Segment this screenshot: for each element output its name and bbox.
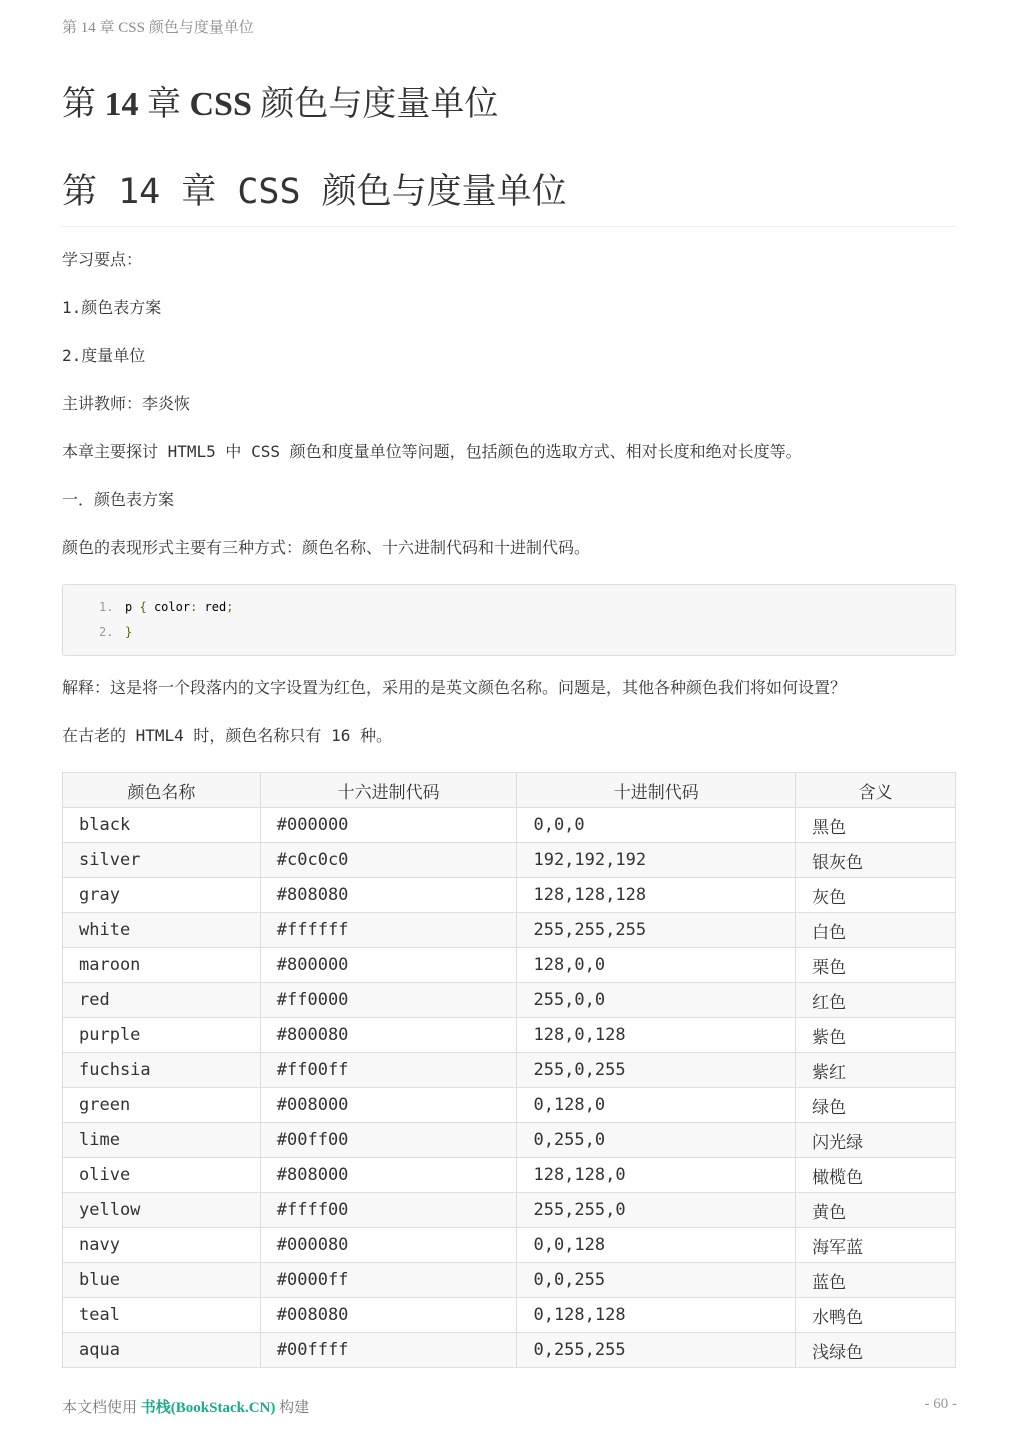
line-number: 1.	[99, 600, 114, 614]
code-property: color	[153, 600, 191, 614]
bookstack-link[interactable]: 书栈(BookStack.CN)	[140, 1400, 276, 1416]
table-row	[63, 1333, 956, 1368]
code-selector: p	[125, 600, 133, 614]
table-header-row	[63, 773, 956, 808]
code-brace-close: }	[125, 625, 133, 639]
table-cell: teal	[63, 1298, 261, 1333]
table-row	[63, 1088, 956, 1123]
table-cell: #c0c0c0	[260, 843, 517, 878]
table-row	[63, 843, 956, 878]
table-row	[63, 1158, 956, 1193]
code-colon: :	[190, 600, 198, 614]
table-row	[63, 1263, 956, 1298]
table-cell: 水鸭色	[796, 1298, 956, 1333]
table-cell: white	[63, 913, 261, 948]
table-cell: 黄色	[796, 1193, 956, 1228]
table-header-cell: 十进制代码	[517, 773, 796, 808]
table-cell: 0,255,0	[517, 1123, 796, 1158]
table-cell: 蓝色	[796, 1263, 956, 1298]
table-cell: 128,128,128	[517, 878, 796, 913]
table-cell: 橄榄色	[796, 1158, 956, 1193]
table-cell: 0,128,128	[517, 1298, 796, 1333]
table-cell: 128,0,128	[517, 1018, 796, 1053]
chapter-title-pre: 第	[62, 86, 105, 123]
code-brace-open: {	[139, 600, 147, 614]
section-heading: 第 14 章 CSS 颜色与度量单位	[62, 166, 956, 227]
chapter-title-mid: 章	[138, 86, 190, 123]
table-cell: 0,0,255	[517, 1263, 796, 1298]
point-2: 2.度量单位	[62, 346, 146, 365]
chapter-title	[62, 76, 498, 125]
color-forms-paragraph: 颜色的表现形式主要有三种方式：颜色名称、十六进制代码和十进制代码。	[62, 538, 591, 557]
table-cell: 海军蓝	[796, 1228, 956, 1263]
table-cell: purple	[63, 1018, 261, 1053]
document-content	[62, 166, 956, 1368]
table-cell: #ffff00	[260, 1193, 517, 1228]
line-number: 2.	[99, 625, 114, 639]
table-row	[63, 1018, 956, 1053]
chapter-title-css: CSS	[189, 86, 252, 123]
chapter-title-post: 颜色与度量单位	[251, 86, 499, 123]
section-1-title: 一．颜色表方案	[62, 490, 175, 509]
table-cell: yellow	[63, 1193, 261, 1228]
table-cell: 0,128,0	[517, 1088, 796, 1123]
table-cell: 255,0,0	[517, 983, 796, 1018]
code-semicolon: ;	[226, 600, 234, 614]
table-cell: 闪光绿	[796, 1123, 956, 1158]
table-cell: #800080	[260, 1018, 517, 1053]
table-cell: #000080	[260, 1228, 517, 1263]
table-cell: red	[63, 983, 261, 1018]
color-table	[62, 772, 956, 1368]
table-cell: gray	[63, 878, 261, 913]
page-number: - 60 -	[924, 1396, 957, 1412]
table-cell: 192,192,192	[517, 843, 796, 878]
intro-paragraph: 本章主要探讨 HTML5 中 CSS 颜色和度量单位等问题，包括颜色的选取方式、相对长度和绝对长度等。	[62, 442, 802, 461]
table-header-cell: 十六进制代码	[260, 773, 517, 808]
table-row	[63, 948, 956, 983]
table-cell: 0,0,0	[517, 808, 796, 843]
chapter-title-num: 14	[104, 86, 139, 123]
point-1: 1.颜色表方案	[62, 298, 162, 317]
code-value: red	[204, 600, 227, 614]
table-cell: #ffffff	[260, 913, 517, 948]
table-cell: 紫色	[796, 1018, 956, 1053]
table-row	[63, 1123, 956, 1158]
table-cell: black	[63, 808, 261, 843]
table-header-cell: 含义	[796, 773, 956, 808]
table-cell: 255,255,255	[517, 913, 796, 948]
table-cell: fuchsia	[63, 1053, 261, 1088]
table-cell: #008080	[260, 1298, 517, 1333]
table-cell: 128,0,0	[517, 948, 796, 983]
table-cell: navy	[63, 1228, 261, 1263]
table-row	[63, 1298, 956, 1333]
code-block	[62, 584, 956, 656]
table-cell: 红色	[796, 983, 956, 1018]
table-cell: 0,255,255	[517, 1333, 796, 1368]
table-cell: 白色	[796, 913, 956, 948]
footer-suffix: 构建	[275, 1400, 310, 1416]
study-points-label: 学习要点：	[62, 250, 143, 269]
table-cell: #ff00ff	[260, 1053, 517, 1088]
table-cell: 255,0,255	[517, 1053, 796, 1088]
table-cell: #808000	[260, 1158, 517, 1193]
footer-prefix: 本文档使用	[62, 1400, 141, 1416]
table-cell: #00ff00	[260, 1123, 517, 1158]
table-cell: 紫红	[796, 1053, 956, 1088]
table-cell: #000000	[260, 808, 517, 843]
table-cell: #800000	[260, 948, 517, 983]
table-cell: #808080	[260, 878, 517, 913]
teacher-line: 主讲教师：李炎恢	[62, 394, 191, 413]
running-header: 第 14 章 CSS 颜色与度量单位	[62, 20, 254, 36]
table-header-cell: 颜色名称	[63, 773, 261, 808]
table-cell: 绿色	[796, 1088, 956, 1123]
table-row	[63, 1193, 956, 1228]
table-cell: 128,128,0	[517, 1158, 796, 1193]
table-cell: 银灰色	[796, 843, 956, 878]
table-cell: aqua	[63, 1333, 261, 1368]
page-footer	[0, 1380, 1019, 1440]
table-cell: silver	[63, 843, 261, 878]
table-cell: 255,255,0	[517, 1193, 796, 1228]
code-line-2	[63, 620, 955, 645]
html4-paragraph: 在古老的 HTML4 时，颜色名称只有 16 种。	[62, 726, 392, 745]
table-cell: #00ffff	[260, 1333, 517, 1368]
table-row	[63, 983, 956, 1018]
table-row	[63, 1228, 956, 1263]
table-cell: #008000	[260, 1088, 517, 1123]
table-cell: 灰色	[796, 878, 956, 913]
table-row	[63, 808, 956, 843]
table-cell: #ff0000	[260, 983, 517, 1018]
table-cell: 栗色	[796, 948, 956, 983]
footer-credit	[62, 1396, 309, 1417]
table-cell: lime	[63, 1123, 261, 1158]
code-line-1	[63, 595, 955, 620]
table-cell: 黑色	[796, 808, 956, 843]
explain-paragraph: 解释：这是将一个段落内的文字设置为红色，采用的是英文颜色名称。问题是，其他各种颜色我们将如何设置？	[62, 678, 847, 697]
table-row	[63, 1053, 956, 1088]
table-cell: blue	[63, 1263, 261, 1298]
table-cell: #0000ff	[260, 1263, 517, 1298]
table-row	[63, 878, 956, 913]
table-cell: olive	[63, 1158, 261, 1193]
table-row	[63, 913, 956, 948]
table-cell: 0,0,128	[517, 1228, 796, 1263]
table-cell: green	[63, 1088, 261, 1123]
table-cell: 浅绿色	[796, 1333, 956, 1368]
table-cell: maroon	[63, 948, 261, 983]
